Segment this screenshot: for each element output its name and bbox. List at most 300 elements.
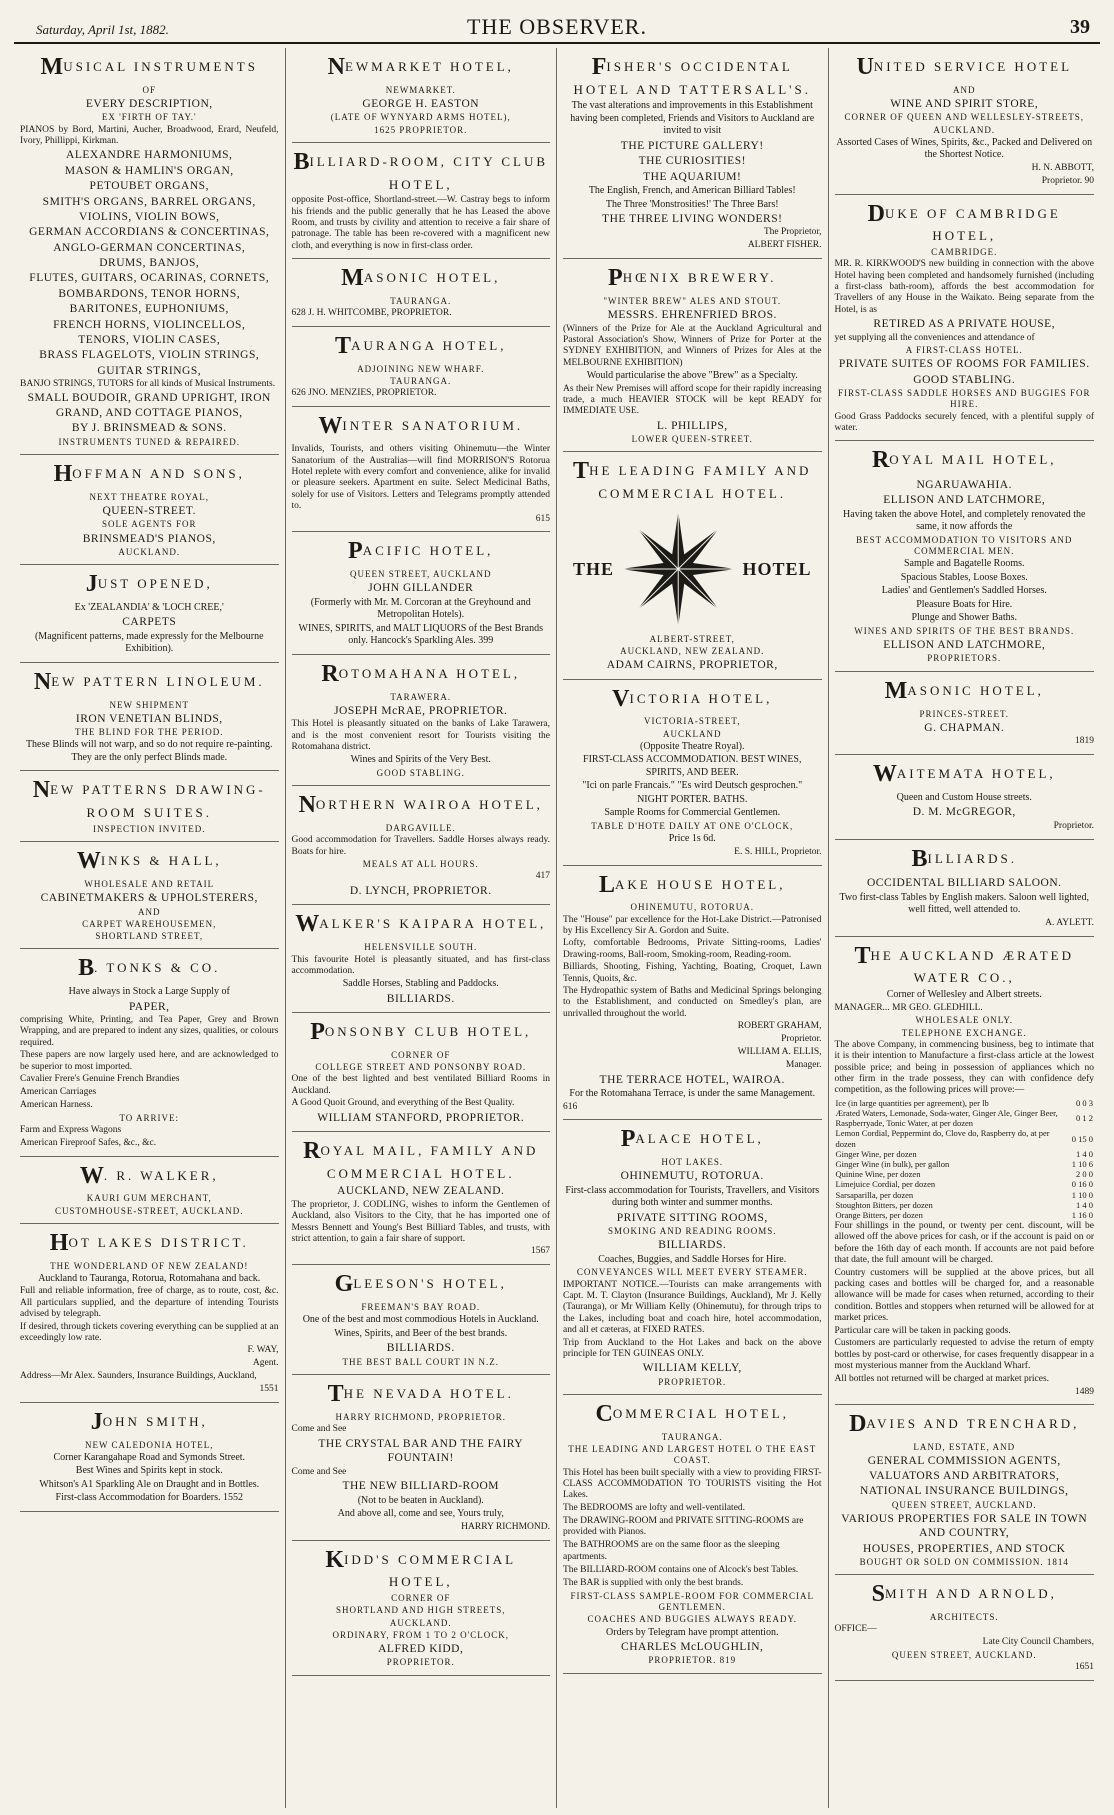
ad-line: DARGAVILLE. bbox=[385, 822, 456, 833]
advertisement bbox=[292, 532, 551, 654]
advertisement bbox=[835, 937, 1095, 1406]
ad-line: The BEDROOMS are lofty and well-ventilated. bbox=[563, 1502, 746, 1513]
ad-line: 1489 bbox=[1075, 1386, 1094, 1397]
advertisement bbox=[20, 48, 279, 455]
ad-line: G. CHAPMAN. bbox=[924, 721, 1005, 734]
advertisement bbox=[20, 455, 279, 565]
ad-line: The Proprietor, bbox=[763, 227, 822, 238]
price-row bbox=[835, 1210, 1095, 1220]
ad-line: OHINEMUTU, ROTORUA. bbox=[630, 902, 755, 913]
ad-line: MANAGER... MR GEO. GLEDHILL. bbox=[834, 1002, 983, 1013]
price-value: 1 16 0 bbox=[1071, 1209, 1093, 1220]
ad-heading-initial: D bbox=[867, 200, 885, 227]
ad-line: ADJOINING NEW WHARF. bbox=[357, 363, 485, 374]
advertisement bbox=[563, 452, 822, 679]
ad-line: QUEEN STREET, AUCKLAND bbox=[349, 569, 492, 580]
price-value: 0 1 2 bbox=[1076, 1113, 1093, 1124]
advertisement bbox=[563, 866, 822, 1121]
ad-heading bbox=[20, 53, 279, 82]
ad-heading bbox=[292, 1137, 551, 1181]
ad-heading-initial: P bbox=[310, 1019, 325, 1046]
ad-line: 626 JNO. MENZIES, PROPRIETOR. bbox=[291, 388, 437, 399]
ad-line: COLLEGE STREET AND PONSONBY ROAD. bbox=[315, 1062, 527, 1073]
ad-line: TO ARRIVE: bbox=[119, 1112, 180, 1123]
ad-heading-text: ACIFIC HOTEL, bbox=[362, 543, 494, 559]
ad-line: TABLE D'HOTE DAILY AT ONE O'CLOCK, bbox=[591, 820, 794, 831]
ad-line: QUEEN-STREET. bbox=[102, 504, 196, 517]
ad-line: THE WONDERLAND OF NEW ZEALAND! bbox=[50, 1260, 249, 1271]
ad-line: CORNER OF bbox=[391, 1049, 451, 1060]
advertisement bbox=[292, 1265, 551, 1375]
ad-heading-initial: R bbox=[303, 1138, 321, 1165]
ad-line: FLUTES, GUITARS, OCARINAS, CORNETS, bbox=[29, 272, 270, 285]
ad-heading bbox=[563, 871, 822, 900]
ad-line: MR. R. KIRKWOOD'S new building in connection with the above Hotel having been completed and handsomely furnished (including a first-class bath-room), affords the best accommodation for Travellers of any House in the Waikato. Being separate from the Hotel, is as bbox=[834, 259, 1094, 315]
ad-line: The BATHROOMS are on the same floor as the sleeping apartments. bbox=[563, 1540, 780, 1563]
ad-heading-text: OHN SMITH, bbox=[102, 1413, 208, 1429]
price-item: Quinine Wine, per dozen bbox=[835, 1169, 921, 1180]
ad-line: MESSRS. EHRENFRIED BROS. bbox=[607, 309, 777, 322]
ad-line: This favourite Hotel is pleasantly situated, and has first-class accommodation. bbox=[291, 954, 550, 976]
ad-heading bbox=[835, 942, 1095, 986]
price-value: 1 10 0 bbox=[1071, 1189, 1093, 1200]
advertisement bbox=[292, 1375, 551, 1541]
price-row bbox=[835, 1169, 1095, 1179]
price-item: Stoughton Bitters, per dozen bbox=[835, 1199, 933, 1210]
ad-heading-text: ISHER'S OCCIDENTAL HOTEL AND TATTERSALL'S. bbox=[573, 59, 811, 97]
ad-line: BILLIARDS. bbox=[386, 992, 455, 1005]
ad-line: CORNER OF QUEEN AND WELLESLEY-STREETS, bbox=[844, 112, 1085, 123]
ad-line: Would particularise the above "Brew" as a Specialty. bbox=[586, 370, 798, 382]
ad-line: ELLISON AND LATCHMORE, bbox=[883, 639, 1046, 652]
advertisement bbox=[835, 1405, 1095, 1575]
price-item: Orange Bitters, per dozen bbox=[835, 1209, 923, 1220]
ad-line: Two first-class Tables by English makers. Saloon well lighted, well fitted, well attended to. bbox=[839, 891, 1089, 916]
ad-heading bbox=[292, 1018, 551, 1047]
ad-line: Late City Council Chambers, bbox=[982, 1637, 1094, 1648]
ad-line: The BILLIARD-ROOM contains one of Alcock's best Tables. bbox=[563, 1565, 799, 1576]
price-value: 0 16 0 bbox=[1071, 1179, 1093, 1190]
ad-line: ALFRED KIDD, bbox=[378, 1643, 464, 1656]
ad-heading-initial: U bbox=[856, 54, 874, 80]
ad-heading bbox=[835, 1410, 1095, 1439]
ad-line: IMPORTANT NOTICE.—Tourists can make arrangements with Capt. M. T. Clayton (Insurance Buildings, Auckland), Mr J. Kelly (Tauranga), or Mr William Kelly (Ohinemutu), for through trips to the Lakes, including boat and coach hire, hotel accommodation, and all et cæteras, at FIXED RATES. bbox=[563, 1279, 822, 1336]
masthead bbox=[14, 8, 1100, 44]
ad-line: THE AQUARIUM! bbox=[643, 170, 742, 183]
ad-column-3 bbox=[557, 48, 829, 1808]
ad-heading bbox=[20, 1162, 279, 1191]
ad-line: ROBERT GRAHAM, bbox=[737, 1021, 822, 1032]
ad-line: CARPETS bbox=[122, 616, 177, 629]
ad-line: TAURANGA. bbox=[661, 1431, 723, 1442]
ad-heading bbox=[563, 1125, 822, 1154]
price-row bbox=[835, 1159, 1095, 1169]
ad-line: 1625 PROPRIETOR. bbox=[374, 124, 468, 135]
ad-line: All bottles not returned will be charged at market prices. bbox=[834, 1373, 1050, 1384]
ad-heading-text: HŒNIX BREWERY. bbox=[622, 270, 777, 286]
ad-line: The proprietor, J. CODLING, wishes to inform the Gentlemen of Auckland, also Visitors to the City, that he has imported one of Messrs Bennett and Young's Best Billiard Tables, and trusts, with strict attention, to gain a fair share of support. bbox=[291, 1199, 550, 1244]
ad-line: SOLE AGENTS FOR bbox=[101, 519, 197, 530]
ad-line: SMOKING AND READING ROOMS. bbox=[607, 1226, 777, 1237]
ad-line: This Hotel has been built specially with a view to providing FIRST-CLASS ACCOMMODATION TO TOURISTS visiting the Hot Lakes. bbox=[563, 1467, 822, 1501]
ad-line: EX 'FIRTH OF TAY.' bbox=[101, 112, 197, 123]
ad-heading-text: NITED SERVICE HOTEL bbox=[873, 59, 1073, 74]
ad-heading bbox=[563, 457, 822, 501]
ad-line: TELEPHONE EXCHANGE. bbox=[901, 1027, 1027, 1038]
ad-line: THE PICTURE GALLERY! bbox=[620, 139, 764, 152]
ad-line: BEST ACCOMMODATION TO VISITORS AND COMMERCIAL MEN. bbox=[856, 534, 1073, 557]
ad-line: 1651 bbox=[1075, 1662, 1094, 1673]
ad-line: BRASS FLAGELOTS, VIOLIN STRINGS, bbox=[39, 349, 260, 362]
ad-line: Cavalier Frere's Genuine French Brandies bbox=[20, 1073, 180, 1084]
ad-line: Price 1s 6d. bbox=[668, 833, 716, 845]
ad-line: Full and reliable information, free of charge, as to route, cost, &c. All particulars supplied, and the departure of intending Tourists advised by telegraph. bbox=[20, 1286, 279, 1320]
ad-line: CABINETMAKERS & UPHOLSTERERS, bbox=[40, 892, 258, 905]
price-value: 1 4 0 bbox=[1076, 1148, 1093, 1159]
ad-heading-initial: H bbox=[53, 460, 73, 487]
ad-line: Ladies' and Gentlemen's Saddled Horses. bbox=[881, 585, 1047, 597]
ad-line: NEXT THEATRE ROYAL, bbox=[89, 491, 209, 502]
ad-line: SHORTLAND AND HIGH STREETS, bbox=[336, 1605, 506, 1616]
ad-line: Come and See bbox=[291, 1466, 347, 1477]
price-row bbox=[835, 1149, 1095, 1159]
ad-line: OHINEMUTU, ROTORUA. bbox=[620, 1170, 764, 1183]
ad-line: AUCKLAND bbox=[663, 728, 722, 739]
ad-line: And above all, come and see, Yours truly, bbox=[337, 1508, 504, 1520]
ad-line: For the Rotomahana Terrace, is under the same Management. bbox=[569, 1088, 816, 1100]
ad-line: Particular care will be taken in packing goods. bbox=[834, 1325, 1011, 1336]
ad-heading-text: AURANGA HOTEL, bbox=[351, 338, 507, 354]
ad-line: Trip from Auckland to the Hot Lakes and back on the above principle for TEN GUINEAS ONLY. bbox=[563, 1337, 822, 1359]
ad-heading bbox=[563, 1400, 822, 1429]
ad-line: The Hydropathic system of Baths and Medicinal Springs belonging to the Establishment, and conducted on Smedley's plan, are unrivalled throughout the world. bbox=[563, 986, 822, 1019]
ad-line: FIRST-CLASS SADDLE HORSES AND BUGGIES FOR HIRE. bbox=[838, 388, 1091, 410]
ad-heading-initial: M bbox=[40, 54, 64, 80]
ad-line: VIOLINS, VIOLIN BOWS, bbox=[78, 210, 220, 223]
ad-line: GEORGE H. EASTON bbox=[362, 98, 480, 111]
ad-heading-text: HE AUCKLAND ÆRATED WATER CO., bbox=[870, 947, 1074, 986]
ad-heading bbox=[20, 460, 279, 489]
ad-heading-initial: T bbox=[335, 333, 352, 360]
ad-heading-initial: P bbox=[608, 265, 623, 292]
ad-heading bbox=[835, 53, 1095, 82]
ad-line: Whitson's A1 Sparkling Ale on Draught and in Bottles. bbox=[39, 1478, 260, 1490]
ad-line: Good Grass Paddocks securely fenced, with a plentiful supply of water. bbox=[834, 411, 1094, 433]
ad-heading-initial: R bbox=[871, 447, 890, 474]
ad-line: Pleasure Boats for Hire. bbox=[916, 598, 1013, 610]
ad-heading-initial: T bbox=[573, 458, 590, 485]
ad-line: WHOLESALE AND RETAIL bbox=[84, 878, 215, 889]
ad-line: First-class accommodation for Tourists, Travellers, and Visitors during both winter and summer months. bbox=[565, 1184, 820, 1209]
ad-heading-text: OYAL MAIL, FAMILY AND COMMERCIAL HOTEL. bbox=[320, 1143, 539, 1181]
ad-line: A Good Quoit Ground, and everything of the Best Quality. bbox=[291, 1098, 515, 1109]
advertisement bbox=[835, 48, 1095, 195]
ad-line: SMITH'S ORGANS, BARREL ORGANS, bbox=[42, 195, 256, 208]
ad-line: FREEMAN'S BAY ROAD. bbox=[361, 1302, 481, 1313]
ad-line: COACHES AND BUGGIES ALWAYS READY. bbox=[587, 1614, 798, 1625]
ad-line: ALBERT-STREET, bbox=[649, 633, 735, 644]
ad-line: 1551 bbox=[259, 1383, 279, 1394]
ad-line: GOOD STABLING. bbox=[376, 767, 465, 778]
ad-line: The English, French, and American Billiard Tables! bbox=[588, 185, 796, 197]
ad-heading bbox=[835, 845, 1095, 874]
price-row bbox=[835, 1128, 1095, 1148]
ad-heading bbox=[20, 570, 279, 599]
ad-line: PAPER, bbox=[128, 1000, 170, 1013]
ad-heading-initial: W bbox=[872, 761, 897, 788]
ad-heading-initial: W bbox=[76, 848, 101, 875]
ad-line: D. M. McGREGOR, bbox=[912, 806, 1016, 819]
advertisement bbox=[292, 1541, 551, 1676]
ad-heading-text: ICTORIA HOTEL, bbox=[629, 690, 773, 706]
ad-line: If desired, through tickets covering everything can be supplied at an exceedingly low rate. bbox=[20, 1321, 279, 1343]
ad-line: JOSEPH McRAE, PROPRIETOR. bbox=[334, 704, 508, 717]
ad-heading bbox=[20, 776, 279, 820]
ad-heading-initial: M bbox=[341, 265, 364, 292]
ad-heading bbox=[20, 847, 279, 876]
ad-heading-text: . R. WALKER, bbox=[103, 1167, 219, 1183]
ad-line: RETIRED AS A PRIVATE HOUSE, bbox=[873, 318, 1056, 331]
advertisement bbox=[292, 786, 551, 905]
ad-line: The DRAWING-ROOM and PRIVATE SITTING-ROOMS are provided with Pianos. bbox=[563, 1515, 804, 1538]
ad-line: Auckland to Tauranga, Rotorua, Rotomahana and back. bbox=[38, 1272, 261, 1284]
ad-line: E. S. HILL, Proprietor. bbox=[734, 846, 822, 857]
ad-heading bbox=[292, 148, 551, 192]
ad-heading-initial: P bbox=[348, 538, 363, 565]
advertisement-columns bbox=[14, 48, 1100, 1808]
price-value: 1 4 0 bbox=[1076, 1199, 1093, 1210]
ad-line: The above Company, in commencing business, beg to intimate that it is their intention to Manufacture a first-class article at the lowest possible price; and being in possession of appliances which no other firm in the trade possess, they can with confidence defy competition, as the following prices will prove:— bbox=[834, 1039, 1094, 1096]
ad-line: WINES AND SPIRITS OF THE BEST BRANDS. bbox=[854, 625, 1075, 636]
ad-line: GUITAR STRINGS, bbox=[97, 364, 202, 377]
advertisement bbox=[835, 441, 1095, 671]
ad-heading-text: OYAL MAIL HOTEL, bbox=[889, 452, 1057, 468]
ad-line: AND bbox=[953, 84, 976, 95]
ad-line: THE TERRACE HOTEL, WAIROA. bbox=[599, 1073, 785, 1086]
ad-line: D. LYNCH, PROPRIETOR. bbox=[349, 885, 492, 898]
ad-line: WHOLESALE ONLY. bbox=[915, 1015, 1013, 1026]
ad-line: THE THREE LIVING WONDERS! bbox=[602, 213, 783, 226]
ad-line: HARRY RICHMOND, PROPRIETOR. bbox=[335, 1411, 507, 1422]
ad-line: PETOUBET ORGANS, bbox=[89, 180, 209, 193]
ad-line: comprising White, Printing, and Tea Paper, Grey and Brown Wrapping, and are prepared to indent any sizes, qualities, or colours required. bbox=[20, 1014, 279, 1048]
advertisement bbox=[835, 195, 1095, 442]
ad-line: BOUGHT OR SOLD ON COMMISSION. 1814 bbox=[859, 1556, 1069, 1567]
price-row bbox=[835, 1179, 1095, 1189]
page-number: 39 bbox=[1070, 16, 1090, 38]
ad-column-1 bbox=[14, 48, 286, 1808]
ad-line: BILLIARDS. bbox=[386, 1342, 455, 1355]
ad-heading-text: EW PATTERNS DRAWING-ROOM SUITES. bbox=[50, 782, 266, 821]
ad-line: Farm and Express Wagons bbox=[20, 1124, 122, 1135]
ad-heading bbox=[292, 332, 551, 361]
advertisement bbox=[563, 1395, 822, 1674]
advertisement bbox=[20, 842, 279, 949]
ad-line: Proprietor. bbox=[781, 1034, 822, 1045]
advertisement bbox=[563, 1120, 822, 1395]
ad-heading-initial: K bbox=[325, 1546, 345, 1573]
ad-heading bbox=[292, 412, 551, 441]
ad-line: PRIVATE SITTING ROOMS, bbox=[616, 1211, 768, 1224]
ad-line: THE BLIND FOR THE PERIOD. bbox=[74, 727, 224, 738]
ad-line: NIGHT PORTER. BATHS. bbox=[637, 793, 748, 805]
ad-heading-initial: S bbox=[871, 1581, 885, 1608]
price-item: Sarsaparilla, per dozen bbox=[835, 1189, 914, 1200]
ad-line: WINES, SPIRITS, and MALT LIQUORS of the Best Brands only. Hancock's Sparkling Ales. 399 bbox=[298, 622, 543, 647]
ad-line: (Winners of the Prize for Ale at the Auckland Agricultural and Pastoral Association's Show, Winners of Prize for Porter at the SYDNEY EXHIBITION, and Winners of Prizes for Ales at the MELBOURNE EXHIBITION) bbox=[563, 323, 822, 368]
ad-line: GERMAN ACCORDIANS & CONCERTINAS, bbox=[29, 226, 270, 239]
advertisement bbox=[563, 259, 822, 452]
ad-line: AUCKLAND. bbox=[389, 1617, 452, 1628]
ad-line: ANGLO-GERMAN CONCERTINAS, bbox=[53, 241, 246, 254]
ad-line: SMALL BOUDOIR, GRAND UPRIGHT, IRON GRAND, AND COTTAGE PIANOS, bbox=[27, 392, 271, 419]
ad-line: Sample and Bagatelle Rooms. bbox=[903, 558, 1025, 570]
ad-line: BOMBARDONS, TENOR HORNS, bbox=[58, 287, 241, 300]
ad-line: NEW SHIPMENT bbox=[109, 699, 190, 710]
ad-line: These Blinds will not warp, and so do not require re-painting. They are the only perfect Blinds made. bbox=[25, 739, 273, 763]
price-row bbox=[835, 1098, 1095, 1108]
ad-line: ADAM CAIRNS, PROPRIETOR, bbox=[606, 659, 778, 672]
ad-line: SHORTLAND STREET, bbox=[95, 931, 204, 942]
ad-line: H. N. ABBOTT, bbox=[1031, 162, 1094, 173]
ad-line: NGARUAWAHIA. bbox=[916, 479, 1012, 492]
ad-heading-text: USICAL INSTRUMENTS bbox=[63, 59, 258, 74]
ad-line: 628 J. H. WHITCOMBE, PROPRIETOR. bbox=[291, 308, 452, 319]
ad-line: Spacious Stables, Loose Boxes. bbox=[900, 571, 1028, 583]
ad-line: ALBERT FISHER. bbox=[747, 240, 822, 251]
ad-line: Sample Rooms for Commercial Gentlemen. bbox=[604, 807, 781, 819]
ad-line: This Hotel is pleasantly situated on the banks of Lake Tarawera, and is the most convenient resort for Tourists visiting the Rotomahana district. bbox=[291, 719, 550, 752]
ad-line: FRENCH HORNS, VIOLINCELLOS, bbox=[53, 318, 246, 331]
ad-line: ARCHITECTS. bbox=[929, 1612, 999, 1622]
ad-column-4 bbox=[829, 48, 1101, 1808]
ad-heading-text: ALKER'S KAIPARA HOTEL, bbox=[319, 916, 547, 932]
ad-line: NEW CALEDONIA HOTEL, bbox=[84, 1439, 214, 1450]
ad-line: Corner Karangahape Road and Symonds Street. bbox=[53, 1451, 246, 1463]
ad-line: Wines and Spirits of the Very Best. bbox=[350, 754, 491, 766]
ad-line: PRIVATE SUITES OF ROOMS FOR FAMILIES. bbox=[838, 358, 1090, 371]
ad-heading bbox=[20, 668, 279, 697]
ad-heading-text: MITH AND ARNOLD, bbox=[884, 1586, 1057, 1602]
ad-heading-initial: F bbox=[591, 54, 607, 80]
ad-line: LOWER QUEEN-STREET. bbox=[631, 434, 753, 445]
ad-line: HOUSES, PROPERTIES, AND STOCK bbox=[863, 1542, 1066, 1555]
ad-line: AUCKLAND. bbox=[933, 124, 996, 135]
advertisement bbox=[292, 407, 551, 532]
ad-heading bbox=[292, 1546, 551, 1590]
advertisement bbox=[20, 1157, 279, 1224]
ad-heading-text: INKS & HALL, bbox=[100, 853, 222, 869]
ad-heading-text: ASONIC HOTEL, bbox=[363, 270, 501, 286]
ad-line: WINE AND SPIRIT STORE, bbox=[890, 98, 1039, 111]
ad-heading-initial: L bbox=[599, 871, 616, 898]
ad-heading-initial: N bbox=[298, 792, 316, 819]
advertisement bbox=[292, 1013, 551, 1132]
ad-heading-text: ORTHERN WAIROA HOTEL, bbox=[315, 797, 543, 813]
ad-line: NATIONAL INSURANCE BUILDINGS, bbox=[859, 1485, 1069, 1498]
ad-line: LAND, ESTATE, AND bbox=[913, 1442, 1016, 1453]
price-row bbox=[835, 1108, 1095, 1128]
ad-line: Good accommodation for Travellers. Saddle Horses always ready. Boats for hire. bbox=[291, 835, 550, 857]
ad-line: INSPECTION INVITED. bbox=[93, 823, 206, 834]
star-label-left: THE bbox=[573, 558, 615, 579]
ad-heading bbox=[292, 1380, 551, 1409]
ad-line: Proprietor. 90 bbox=[1041, 175, 1094, 186]
ad-line: CORNER OF bbox=[391, 1593, 451, 1604]
ad-line: KAURI GUM MERCHANT, bbox=[86, 1193, 212, 1204]
advertisement bbox=[292, 905, 551, 1013]
ad-line: Queen and Custom House streets. bbox=[896, 791, 1032, 803]
ad-line: GENERAL COMMISSION AGENTS, VALUATORS AND ARBITRATORS, bbox=[867, 1455, 1061, 1482]
ad-line: PIANOS by Bord, Martini, Aucher, Broadwood, Erard, Neufeld, Ivory, Phillippi, Kirkman. bbox=[20, 124, 279, 147]
ad-line: FIRST-CLASS ACCOMMODATION. BEST WINES, SPIRITS, AND BEER. bbox=[583, 754, 802, 778]
ad-heading bbox=[292, 1270, 551, 1299]
advertisement bbox=[20, 1403, 279, 1512]
ad-heading-initial: M bbox=[884, 677, 908, 704]
issue-date: Saturday, April 1st, 1882. bbox=[36, 22, 169, 37]
ad-line: ALEXANDRE HARMONIUMS, bbox=[66, 149, 233, 162]
ad-heading-initial: D bbox=[849, 1411, 867, 1438]
ad-line: WILLIAM STANFORD, PROPRIETOR. bbox=[317, 1111, 525, 1124]
newspaper-title: THE OBSERVER. bbox=[467, 14, 647, 39]
ad-line: WILLIAM KELLY, bbox=[642, 1362, 742, 1375]
ad-line: 417 bbox=[535, 871, 550, 882]
ad-line: One of the best lighted and best ventilated Billiard Rooms in Auckland. bbox=[291, 1074, 550, 1096]
ad-line: GOOD STABLING. bbox=[913, 373, 1016, 386]
price-row bbox=[835, 1190, 1095, 1200]
ad-line: Assorted Cases of Wines, Spirits, &c., Packed and Delivered on the Shortest Notice. bbox=[836, 136, 1093, 161]
ad-line: HARRY RICHMOND. bbox=[461, 1521, 550, 1532]
ad-heading bbox=[835, 760, 1095, 789]
ad-line: ELLISON AND LATCHMORE, bbox=[883, 494, 1046, 507]
ad-line: American Harness. bbox=[20, 1099, 93, 1110]
ad-heading-text: EWMARKET HOTEL, bbox=[344, 59, 514, 74]
ad-line: TENORS, VIOLIN CASES, bbox=[78, 333, 221, 346]
ad-line: A. AYLETT. bbox=[1045, 917, 1094, 928]
ad-line: Having taken the above Hotel, and completely renovated the same, it now affords the bbox=[843, 508, 1086, 533]
ad-line: F. WAY, bbox=[247, 1345, 279, 1356]
ad-heading-text: OFFMAN AND SONS, bbox=[72, 465, 245, 481]
ad-line: ORDINARY, FROM 1 TO 2 O'CLOCK, bbox=[332, 1629, 509, 1640]
ad-heading-initial: H bbox=[49, 1229, 69, 1256]
newspaper-page bbox=[14, 8, 1100, 1808]
ad-line: "WINTER BREW" ALES AND STOUT. bbox=[603, 295, 782, 306]
ad-line: opposite Post-office, Shortland-street.—W. Castray begs to inform his friends and the public generally that he has Leased the above Room, and trusts by civility and attention to receive a fair share of patronage. The table has been re-covered with a magnificent new cloth, and everything is now in first-class order. bbox=[291, 195, 550, 251]
ad-heading-initial: R bbox=[321, 660, 339, 687]
ad-line: Lofty, comfortable Bedrooms, Private Sitting-rooms, Ladies' Drawing-rooms, Ball-room, Smoking-room, Reading-room. bbox=[563, 938, 822, 960]
ad-line: (Not to be beaten in Auckland). bbox=[357, 1494, 484, 1506]
advertisement bbox=[835, 840, 1095, 937]
ad-line: Corner of Wellesley and Albert streets. bbox=[886, 989, 1042, 1001]
ad-line: BY J. BRINSMEAD & SONS. bbox=[71, 422, 227, 435]
ad-line: Invalids, Tourists, and others visiting Ohinemutu—the Winter Sanatorium of the Australias—will find MORRISON'S Rotorua Hotel replete with every comfort and convenience, alike for invalid or pleasure seekers. Apartment en suite. Select Medicinal Baths, solely for use of Visitors. Letters and Telegrams promptly attended to. bbox=[291, 444, 550, 512]
ad-line: First-class Accommodation for Boarders. 1552 bbox=[55, 1492, 243, 1504]
star-ray bbox=[638, 569, 679, 610]
ad-line: DRUMS, BANJOS, bbox=[99, 257, 200, 270]
ad-heading-text: OT LAKES DISTRICT. bbox=[68, 1234, 249, 1250]
ad-line: EVERY DESCRIPTION, bbox=[85, 98, 213, 111]
ad-line: VARIOUS PROPERTIES FOR SALE IN TOWN AND COUNTRY, bbox=[841, 1512, 1088, 1540]
advertisement bbox=[20, 663, 279, 772]
ad-heading bbox=[292, 660, 551, 689]
ad-heading-text: HE NEVADA HOTEL. bbox=[343, 1385, 514, 1401]
ad-line: The Three 'Monstrosities!' The Three Bars! bbox=[605, 198, 779, 210]
ad-heading-text: EW PATTERN LINOLEUM. bbox=[51, 673, 265, 689]
ad-heading-initial: N bbox=[327, 54, 345, 80]
ad-line: The BAR is supplied with only the best brands. bbox=[563, 1577, 744, 1588]
ad-heading bbox=[20, 1408, 279, 1437]
ad-heading-initial: J bbox=[85, 571, 98, 598]
